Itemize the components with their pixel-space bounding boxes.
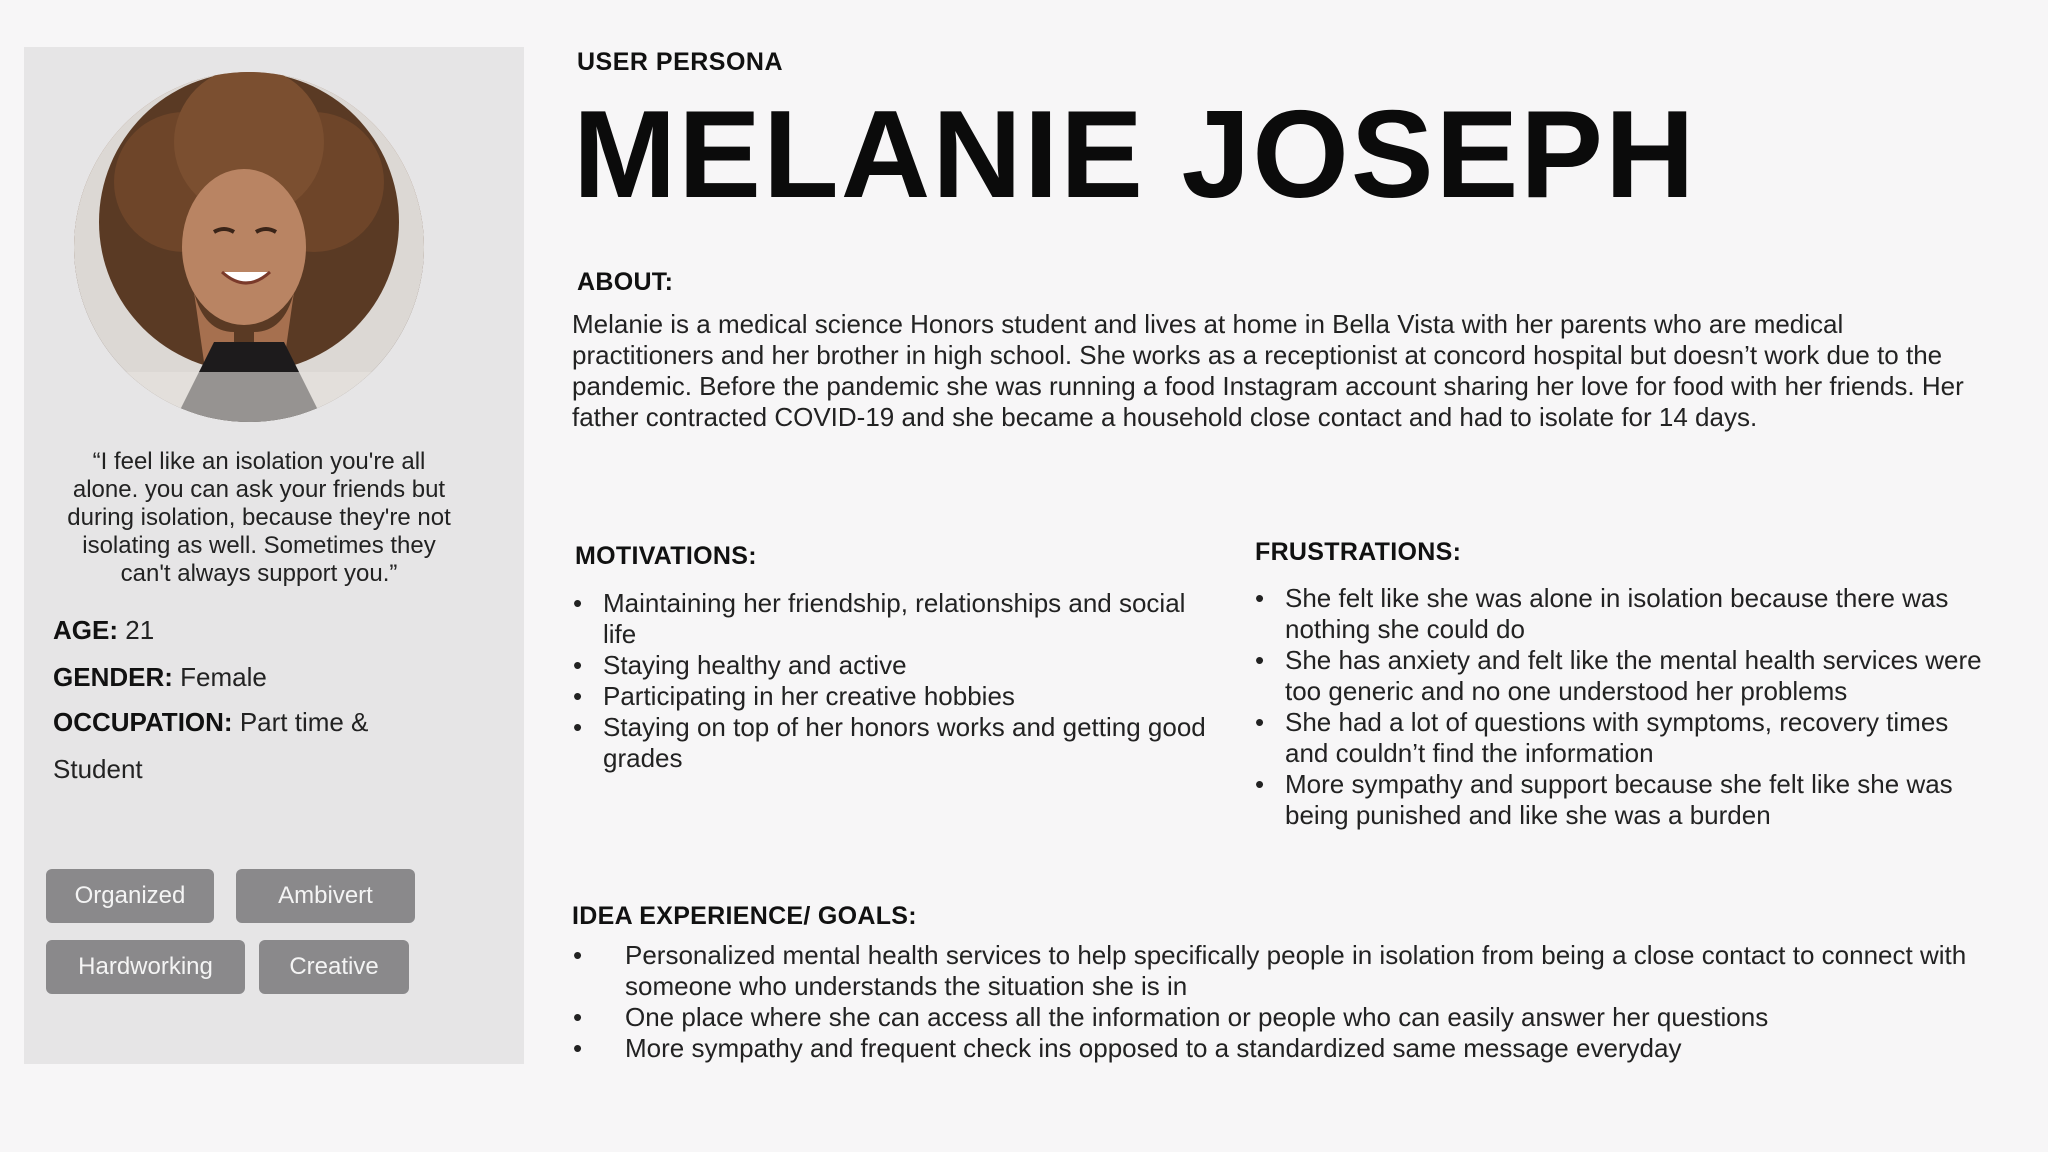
gender-value: Female: [180, 662, 267, 692]
age-value: 21: [125, 615, 155, 645]
persona-photo: [74, 72, 424, 422]
occupation-label: OCCUPATION:: [53, 707, 233, 737]
occupation-field: [53, 706, 368, 738]
gender-label: GENDER:: [53, 662, 173, 692]
motivations-list: [573, 588, 1223, 774]
about-text: Melanie is a medical science Honors student and lives at home in Bella Vista with her parents who are medical practitioners and her brother in high school. She works as a receptionist at concord hospital but doesn’t work due to the pandemic. Before the pandemic she was running a food Instagram account sharing her love for food with her friends. Her father contracted COVID-19 and she became a household close contact and had to isolate for 14 days.: [572, 309, 1964, 432]
about-heading: ABOUT:: [577, 268, 674, 296]
gender-field: [53, 661, 267, 693]
occupation-value-2: Student: [53, 754, 143, 784]
age-label: AGE:: [53, 615, 118, 645]
goals-heading: IDEA EXPERIENCE/ GOALS:: [572, 902, 917, 930]
list-item: • She has anxiety and felt like the mental health services were too generic and no one understood her problems: [1255, 645, 1995, 707]
age-field: [53, 614, 154, 646]
motivations-heading: MOTIVATIONS:: [575, 542, 757, 570]
list-item: • Staying healthy and active: [573, 650, 1223, 681]
persona-photo-illustration: [74, 72, 424, 422]
list-item: • Staying on top of her honors works and getting good grades: [573, 712, 1223, 774]
frustrations-heading: FRUSTRATIONS:: [1255, 538, 1462, 566]
list-item: • One place where she can access all the information or people who can easily answer her questions: [573, 1002, 1993, 1033]
list-item: • More sympathy and support because she felt like she was being punished and like she was a burden: [1255, 769, 1995, 831]
page-eyebrow: USER PERSONA: [577, 48, 784, 76]
persona-quote: “I feel like an isolation you're all alone. you can ask your friends but during isolation, because they're not isolating as well. Sometimes they can't always support you.”: [67, 448, 451, 587]
list-item: • More sympathy and frequent check ins opposed to a standardized same message everyday: [573, 1033, 1993, 1064]
tag-creative: Creative: [259, 940, 409, 994]
list-item: • Participating in her creative hobbies: [573, 681, 1223, 712]
tag-ambivert: Ambivert: [236, 869, 415, 923]
occupation-value: Part time &: [239, 707, 369, 737]
goals-list: [573, 940, 1993, 1064]
tag-hardworking: Hardworking: [46, 940, 245, 994]
tag-organized: Organized: [46, 869, 214, 923]
frustrations-list: [1255, 583, 1995, 831]
list-item: • Personalized mental health services to help specifically people in isolation from being a close contact to connect with someone who understands the situation she is in: [573, 940, 1993, 1002]
occupation-field-line2: [53, 753, 143, 785]
list-item: • She felt like she was alone in isolation because there was nothing she could do: [1255, 583, 1995, 645]
list-item: • Maintaining her friendship, relationships and social life: [573, 588, 1223, 650]
page-title: MELANIE JOSEPH: [573, 86, 1697, 224]
list-item: • She had a lot of questions with symptoms, recovery times and couldn’t find the information: [1255, 707, 1995, 769]
